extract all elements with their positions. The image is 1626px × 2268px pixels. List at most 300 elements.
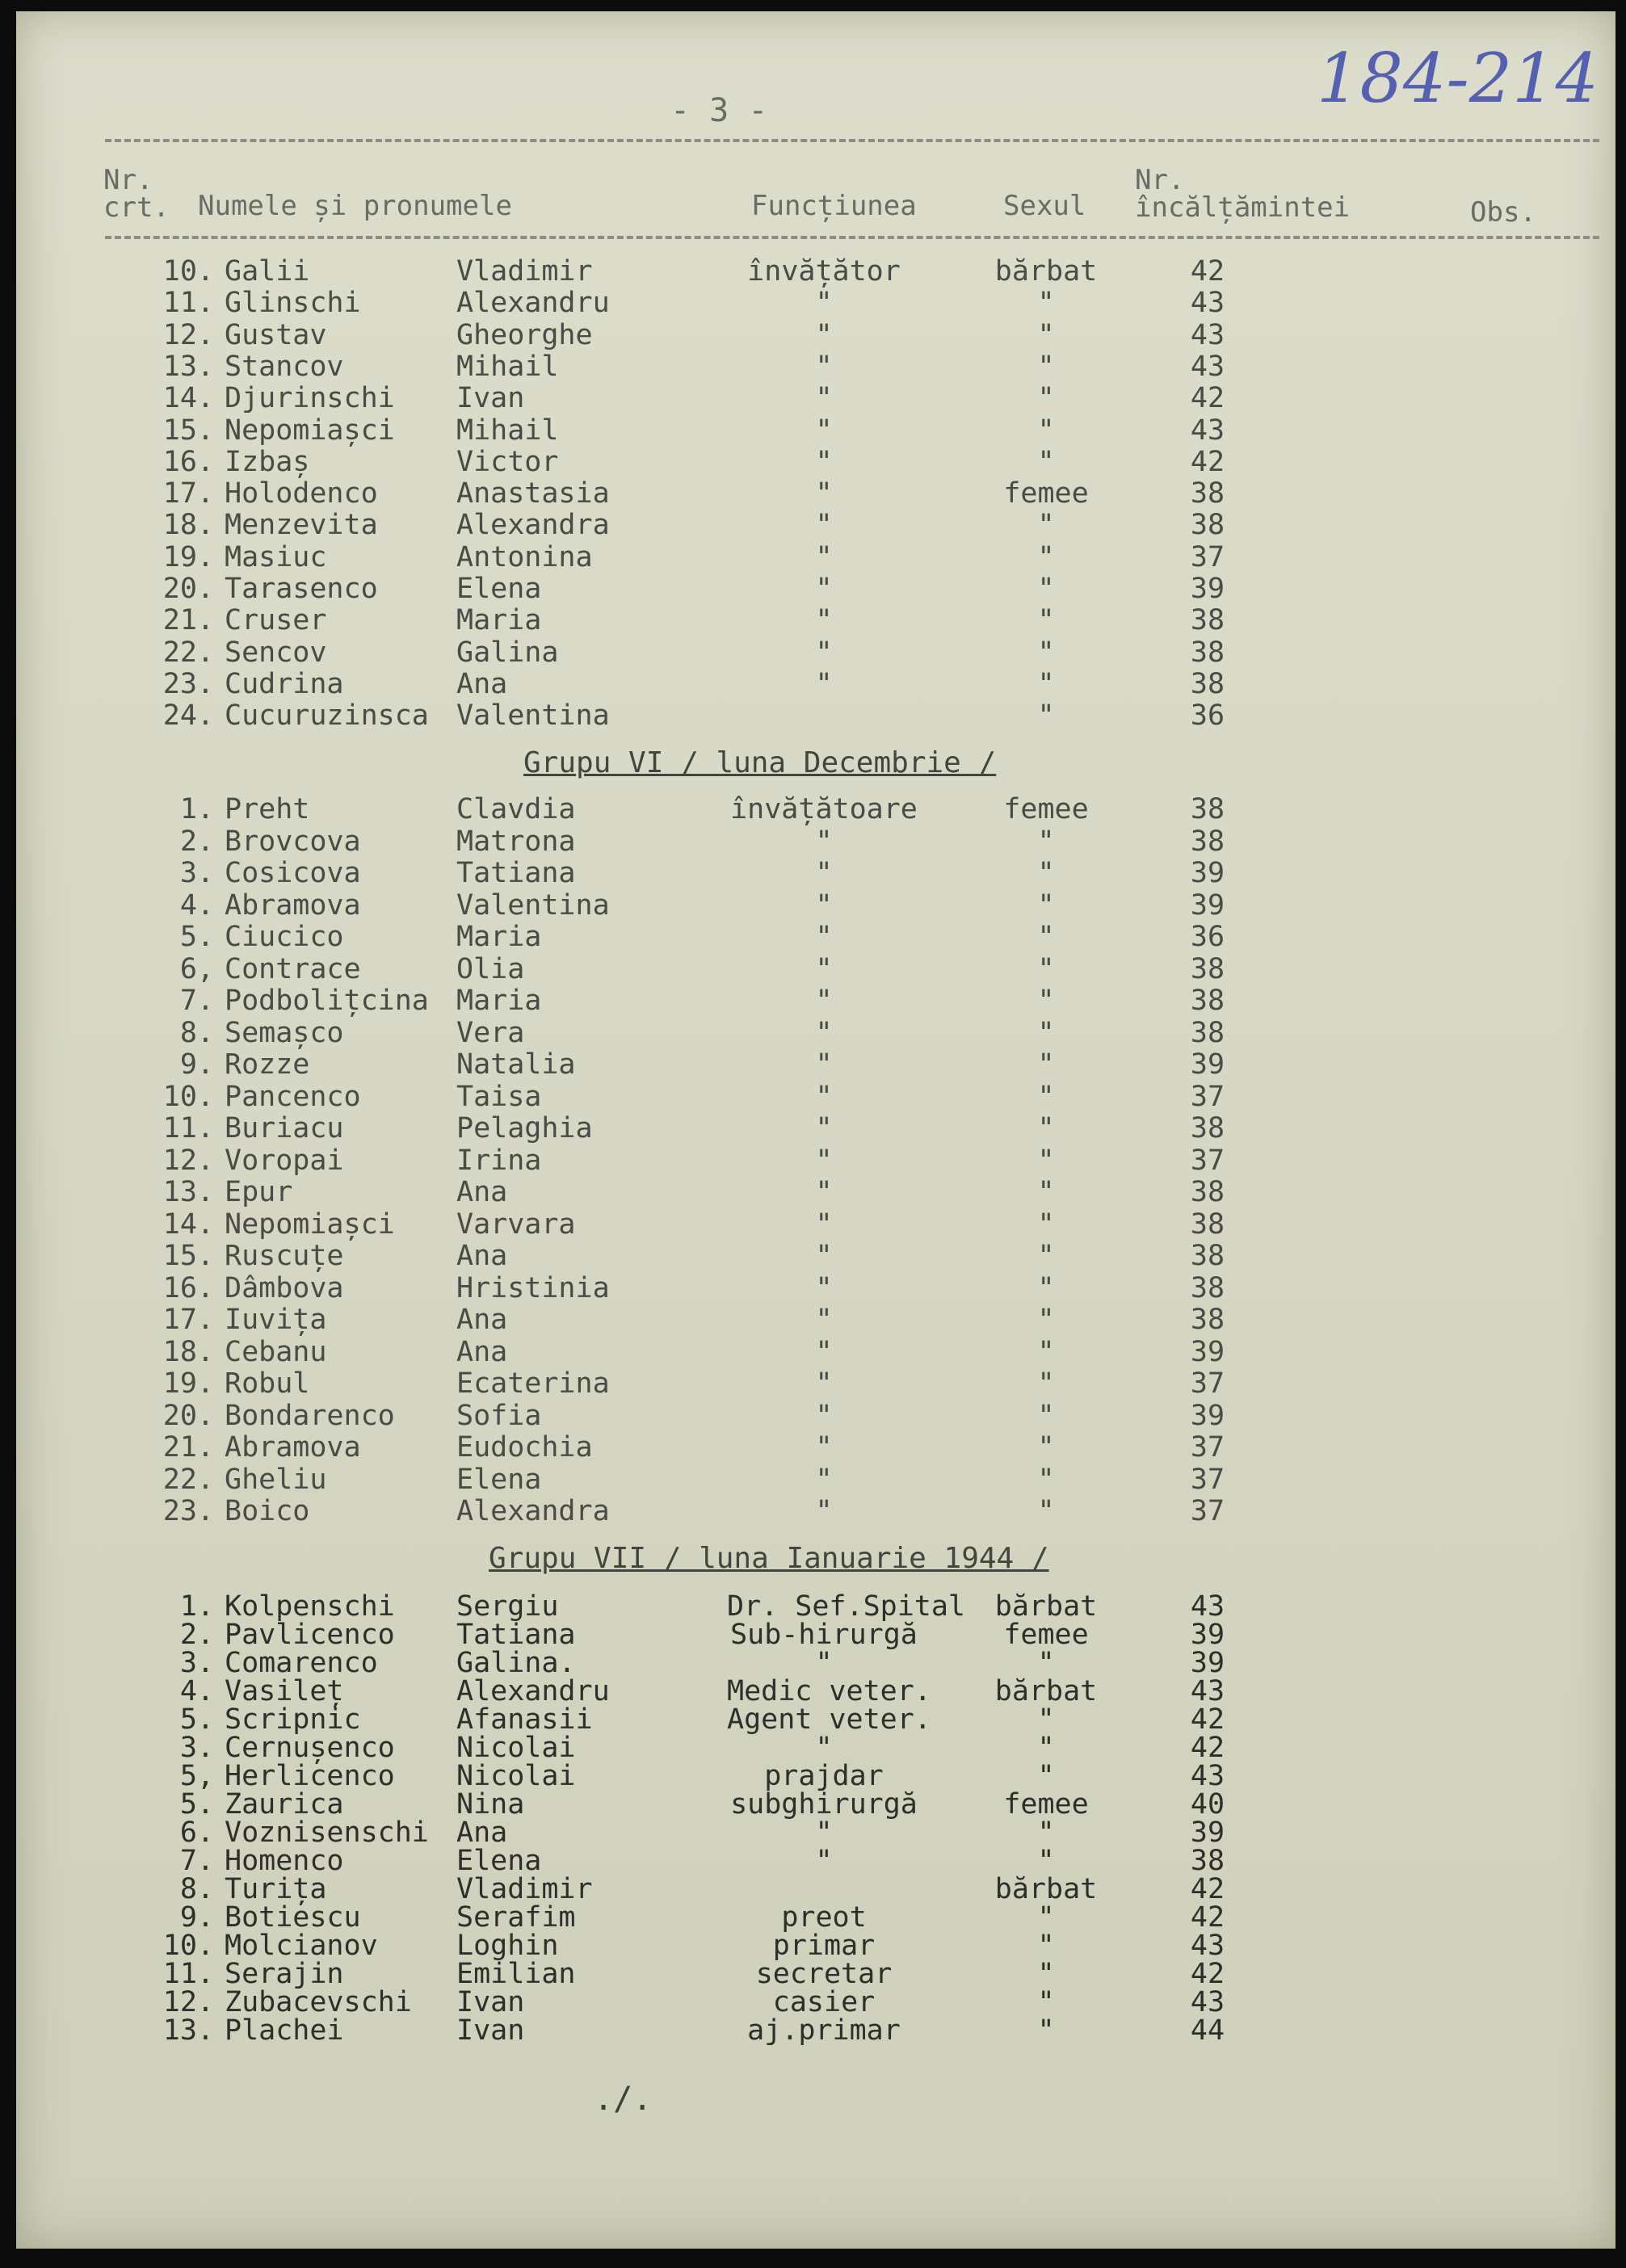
given-name: Ana: [456, 1304, 508, 1336]
given-name: Mihail: [456, 350, 559, 383]
row-number: 11.: [162, 1112, 214, 1144]
sex: ": [1037, 1463, 1055, 1496]
table-row: [16, 857, 1615, 889]
row-number: 12.: [162, 1144, 214, 1177]
given-name: Varvara: [456, 1208, 576, 1241]
surname: Cucuruzinsca: [225, 699, 429, 733]
shoe-size: 42: [1190, 1873, 1225, 1905]
function: ": [815, 921, 833, 953]
sex: ": [1037, 1399, 1055, 1432]
table-row: [16, 1590, 1615, 1623]
row-number: 16.: [162, 1271, 214, 1304]
given-name: Pelaghia: [456, 1112, 593, 1144]
function: casier: [772, 1986, 876, 2018]
shoe-size: 36: [1190, 699, 1225, 733]
sex: femee: [1003, 793, 1089, 825]
table-row: [16, 793, 1615, 825]
sex: ": [1037, 573, 1055, 605]
surname: Bondarenco: [225, 1399, 395, 1432]
surname: Cosicova: [225, 857, 361, 889]
given-name: Nicolai: [456, 1732, 576, 1764]
surname: Nepomiașci: [225, 1208, 395, 1241]
given-name: Ana: [456, 1240, 508, 1272]
given-name: Maria: [456, 985, 542, 1017]
shoe-size: 43: [1190, 287, 1225, 320]
surname: Gheliu: [225, 1463, 327, 1496]
given-name: Maria: [456, 604, 542, 637]
given-name: Matrona: [456, 825, 576, 858]
table-row: [16, 1986, 1615, 2018]
table-row: [16, 985, 1615, 1017]
shoe-size: 38: [1190, 1845, 1225, 1877]
shoe-size: 38: [1190, 509, 1225, 542]
table-row: [16, 1845, 1615, 1877]
given-name: Mihail: [456, 414, 559, 447]
shoe-size: 39: [1190, 1399, 1225, 1432]
given-name: Olia: [456, 952, 525, 985]
table-row: [16, 953, 1615, 985]
surname: Homenco: [225, 1845, 344, 1877]
header-rule-bottom: [105, 236, 1599, 239]
header-shoe-size: Nr. încălțămintei: [1135, 164, 1351, 224]
surname: Rozze: [225, 1048, 310, 1081]
sex: ": [1037, 985, 1055, 1017]
surname: Buriacu: [225, 1112, 344, 1144]
sex: ": [1037, 857, 1055, 889]
function: ": [815, 1495, 833, 1527]
row-number: 11.: [162, 287, 214, 320]
shoe-size: 42: [1190, 1732, 1225, 1764]
given-name: Taisa: [456, 1080, 542, 1113]
table-row: [16, 1176, 1615, 1208]
table-row: [16, 825, 1615, 858]
row-number: 17.: [162, 1304, 214, 1336]
given-name: Ecaterina: [456, 1367, 610, 1400]
given-name: Vladimir: [456, 1873, 593, 1905]
sex: ": [1037, 445, 1055, 478]
shoe-size: 43: [1190, 1760, 1225, 1792]
table-row: [16, 1081, 1615, 1113]
table-row: [16, 1464, 1615, 1496]
row-number: 16.: [162, 445, 214, 478]
function: ": [815, 1016, 833, 1049]
table-row: [16, 1336, 1615, 1368]
shoe-size: 38: [1190, 1112, 1225, 1144]
function: ": [815, 1144, 833, 1177]
surname: Glinschi: [225, 287, 361, 320]
table-row: [16, 2014, 1615, 2047]
given-name: Antonina: [456, 540, 593, 573]
function: ": [815, 477, 833, 510]
function: prajdar: [764, 1760, 884, 1792]
surname: Ruscuțe: [225, 1240, 344, 1272]
table-row: [16, 351, 1615, 383]
page-number: - 3 -: [670, 92, 768, 129]
shoe-size: 38: [1190, 1240, 1225, 1272]
given-name: Afanasii: [456, 1703, 593, 1736]
table-row: [16, 1495, 1615, 1527]
row-number: 21.: [162, 604, 214, 637]
function: ": [815, 1816, 833, 1849]
function: ": [815, 1208, 833, 1241]
table-row: [16, 1732, 1615, 1764]
given-name: Tatiana: [456, 1619, 576, 1651]
function: învățător: [747, 255, 901, 288]
shoe-size: 39: [1190, 573, 1225, 605]
row-number: 13.: [162, 2014, 214, 2047]
shoe-size: 39: [1190, 1619, 1225, 1651]
sex: ": [1037, 1816, 1055, 1849]
sex: ": [1037, 1271, 1055, 1304]
given-name: Maria: [456, 921, 542, 953]
given-name: Valentina: [456, 888, 610, 922]
shoe-size: 38: [1190, 1176, 1225, 1208]
table-row: [16, 1958, 1615, 1990]
table-row: [16, 1930, 1615, 1962]
function: ": [815, 1845, 833, 1877]
function: ": [815, 1240, 833, 1272]
given-name: Ivan: [456, 382, 525, 415]
sex: ": [1037, 382, 1055, 415]
row-number: 18.: [162, 509, 214, 542]
table-row: [16, 414, 1615, 447]
given-name: Clavdia: [456, 793, 576, 825]
function: ": [815, 1399, 833, 1432]
function: ": [815, 1080, 833, 1113]
shoe-size: 40: [1190, 1788, 1225, 1821]
header-sex: Sexul: [1003, 190, 1086, 222]
sex: ": [1037, 1703, 1055, 1736]
row-number: 3.: [179, 857, 214, 889]
table-row: [16, 1272, 1615, 1304]
row-number: 19.: [162, 540, 214, 573]
given-name: Ana: [456, 667, 508, 700]
given-name: Elena: [456, 1463, 542, 1496]
table-row: [16, 1647, 1615, 1679]
surname: Masiuc: [225, 540, 327, 573]
row-number: 23.: [162, 1495, 214, 1527]
table-row: [16, 1400, 1615, 1432]
row-number: 12.: [162, 318, 214, 351]
function: ": [815, 350, 833, 383]
given-name: Anastasia: [456, 477, 610, 510]
table-row: [16, 1675, 1615, 1707]
function: ": [815, 857, 833, 889]
given-name: Sergiu: [456, 1590, 559, 1623]
shoe-size: 37: [1190, 1367, 1225, 1400]
shoe-size: 43: [1190, 1930, 1225, 1962]
sex: ": [1037, 1112, 1055, 1144]
given-name: Loghin: [456, 1930, 559, 1962]
given-name: Elena: [456, 1845, 542, 1877]
row-number: 7.: [179, 1845, 214, 1877]
surname: Kolpenschi: [225, 1590, 395, 1623]
function: ": [815, 667, 833, 700]
given-name: Vladimir: [456, 255, 593, 288]
sex: femee: [1003, 1788, 1089, 1821]
sex: ": [1037, 1495, 1055, 1527]
row-number: 14.: [162, 1208, 214, 1241]
row-number: 7.: [179, 985, 214, 1017]
table-row: [16, 319, 1615, 351]
given-name: Sofia: [456, 1399, 542, 1432]
group-vii-heading: Grupu VII / luna Ianuarie 1944 /: [489, 1542, 1049, 1575]
table-row: [16, 509, 1615, 541]
function: ": [815, 1304, 833, 1336]
surname: Contrace: [225, 952, 361, 985]
surname: Voropai: [225, 1144, 344, 1177]
table-row: [16, 889, 1615, 922]
table-row: [16, 1873, 1615, 1905]
surname: Vasileț: [225, 1675, 344, 1707]
sex: ": [1037, 1304, 1055, 1336]
shoe-size: 38: [1190, 1208, 1225, 1241]
sex: ": [1037, 287, 1055, 320]
surname: Tarasenco: [225, 573, 378, 605]
surname: Galii: [225, 255, 310, 288]
given-name: Ana: [456, 1176, 508, 1208]
surname: Robul: [225, 1367, 310, 1400]
row-number: 11.: [162, 1958, 214, 1990]
sex: ": [1037, 921, 1055, 953]
shoe-size: 37: [1190, 1144, 1225, 1177]
sex: ": [1037, 1016, 1055, 1049]
given-name: Ivan: [456, 2014, 525, 2047]
row-number: 15.: [162, 414, 214, 447]
surname: Serajin: [225, 1958, 344, 1990]
shoe-size: 37: [1190, 1495, 1225, 1527]
sex: ": [1037, 636, 1055, 669]
sex: ": [1037, 1048, 1055, 1081]
surname: Nepomiașci: [225, 414, 395, 447]
shoe-size: 43: [1190, 1986, 1225, 2018]
shoe-size: 38: [1190, 1271, 1225, 1304]
given-name: Victor: [456, 445, 559, 478]
sex: ": [1037, 1986, 1055, 2018]
row-number: 9.: [179, 1901, 214, 1934]
sex: femee: [1003, 477, 1089, 510]
function: ": [815, 318, 833, 351]
function: ": [815, 573, 833, 605]
row-number: 22.: [162, 636, 214, 669]
table-row: [16, 1304, 1615, 1336]
row-number: 3.: [179, 1647, 214, 1679]
header-nr-crt: Nr. crt.: [103, 164, 170, 224]
surname: Iuvița: [225, 1304, 327, 1336]
surname: Voznisenschi: [225, 1816, 429, 1849]
row-number: 24.: [162, 699, 214, 733]
row-number: 10.: [162, 1930, 214, 1962]
table-row: [16, 1367, 1615, 1400]
header-function: Funcțiunea: [751, 190, 917, 222]
surname: Molcianov: [225, 1930, 378, 1962]
table-row: [16, 636, 1615, 669]
sex: ": [1037, 414, 1055, 447]
shoe-size: 42: [1190, 445, 1225, 478]
sex: ": [1037, 509, 1055, 542]
row-number: 1.: [179, 793, 214, 825]
given-name: Gheorghe: [456, 318, 593, 351]
table-row: [16, 1788, 1615, 1821]
function: ": [815, 1431, 833, 1464]
continuation-mark: ./.: [594, 2081, 653, 2118]
table-row: [16, 477, 1615, 510]
function: Medic veter.: [727, 1675, 931, 1707]
table-row: [16, 1901, 1615, 1934]
function: ": [815, 888, 833, 922]
row-number: 5.: [179, 1788, 214, 1821]
surname: Dâmbova: [225, 1271, 344, 1304]
given-name: Alexandra: [456, 509, 610, 542]
table-row: [16, 446, 1615, 478]
row-number: 20.: [162, 573, 214, 605]
surname: Semașco: [225, 1016, 344, 1049]
table-row: [16, 1208, 1615, 1241]
given-name: Irina: [456, 1144, 542, 1177]
sex: ": [1037, 1176, 1055, 1208]
row-number: 4.: [179, 1675, 214, 1707]
function: ": [815, 636, 833, 669]
sex: bărbat: [994, 1675, 1098, 1707]
surname: Botiescu: [225, 1901, 361, 1934]
sex: ": [1037, 1901, 1055, 1934]
row-number: 18.: [162, 1335, 214, 1368]
shoe-size: 39: [1190, 1816, 1225, 1849]
table-row: [16, 255, 1615, 288]
shoe-size: 38: [1190, 477, 1225, 510]
row-number: 15.: [162, 1240, 214, 1272]
shoe-size: 38: [1190, 825, 1225, 858]
table-row: [16, 1619, 1615, 1651]
table-row: [16, 1112, 1615, 1144]
shoe-size: 38: [1190, 1016, 1225, 1049]
row-number: 3.: [179, 1732, 214, 1764]
row-number: 12.: [162, 1986, 214, 2018]
shoe-size: 36: [1190, 921, 1225, 953]
function: Sub-hirurgă: [730, 1619, 918, 1651]
sex: bărbat: [994, 1590, 1098, 1623]
sex: ": [1037, 952, 1055, 985]
table-row: [16, 1816, 1615, 1849]
sex: ": [1037, 1845, 1055, 1877]
shoe-size: 38: [1190, 604, 1225, 637]
function: aj.primar: [747, 2014, 901, 2047]
surname: Djurinschi: [225, 382, 395, 415]
table-row: [16, 1144, 1615, 1177]
function: Agent veter.: [727, 1703, 931, 1736]
shoe-size: 38: [1190, 985, 1225, 1017]
sex: ": [1037, 540, 1055, 573]
row-number: 1.: [179, 1590, 214, 1623]
surname: Scripnic: [225, 1703, 361, 1736]
sex: ": [1037, 1144, 1055, 1177]
shoe-size: 43: [1190, 1590, 1225, 1623]
shoe-size: 42: [1190, 1958, 1225, 1990]
row-number: 2.: [179, 825, 214, 858]
function: Dr. Sef.Spital: [727, 1590, 966, 1623]
surname: Comarenco: [225, 1647, 378, 1679]
sex: ": [1037, 604, 1055, 637]
function: învățătoare: [730, 793, 918, 825]
surname: Pancenco: [225, 1080, 361, 1113]
sex: ": [1037, 667, 1055, 700]
table-row: [16, 382, 1615, 414]
surname: Stancov: [225, 350, 344, 383]
row-number: 21.: [162, 1431, 214, 1464]
given-name: Vera: [456, 1016, 525, 1049]
given-name: Nicolai: [456, 1760, 576, 1792]
row-number: 6,: [179, 952, 214, 985]
function: secretar: [755, 1958, 893, 1990]
table-row: [16, 541, 1615, 573]
sex: ": [1037, 1930, 1055, 1962]
function: ": [815, 952, 833, 985]
surname: Abramova: [225, 888, 361, 922]
given-name: Hristinia: [456, 1271, 610, 1304]
given-name: Natalia: [456, 1048, 576, 1081]
surname: Boico: [225, 1495, 310, 1527]
table-row: [16, 604, 1615, 636]
surname: Plachei: [225, 2014, 344, 2047]
surname: Podbolițcina: [225, 985, 429, 1017]
shoe-size: 43: [1190, 1675, 1225, 1707]
sex: ": [1037, 1208, 1055, 1241]
shoe-size: 42: [1190, 1901, 1225, 1934]
function: ": [815, 825, 833, 858]
row-number: 5.: [179, 921, 214, 953]
shoe-size: 39: [1190, 1647, 1225, 1679]
sex: femee: [1003, 1619, 1089, 1651]
table-row: [16, 573, 1615, 605]
surname: Epur: [225, 1176, 293, 1208]
surname: Brovcova: [225, 825, 361, 858]
document-page: [16, 11, 1615, 2249]
table-row: [16, 699, 1615, 732]
given-name: Emilian: [456, 1958, 576, 1990]
shoe-size: 37: [1190, 1463, 1225, 1496]
row-number: 13.: [162, 1176, 214, 1208]
table-row: [16, 1240, 1615, 1272]
surname: Pavlicenco: [225, 1619, 395, 1651]
sex: ": [1037, 2014, 1055, 2047]
sex: ": [1037, 1080, 1055, 1113]
given-name: Tatiana: [456, 857, 576, 889]
shoe-size: 42: [1190, 255, 1225, 288]
function: ": [815, 445, 833, 478]
row-number: 14.: [162, 382, 214, 415]
given-name: Eudochia: [456, 1431, 593, 1464]
table-row: [16, 1017, 1615, 1049]
shoe-size: 42: [1190, 1703, 1225, 1736]
given-name: Ana: [456, 1816, 508, 1849]
surname: Zubacevschi: [225, 1986, 412, 2018]
surname: Menzevita: [225, 509, 378, 542]
given-name: Alexandra: [456, 1495, 610, 1527]
given-name: Elena: [456, 573, 542, 605]
table-row: [16, 287, 1615, 319]
function: ": [815, 1176, 833, 1208]
table-row: [16, 1703, 1615, 1736]
header-obs: Obs.: [1470, 196, 1536, 229]
header-rule-top: [105, 139, 1599, 142]
function: subghirurgă: [730, 1788, 918, 1821]
function: ": [815, 287, 833, 320]
sex: ": [1037, 1367, 1055, 1400]
shoe-size: 37: [1190, 1080, 1225, 1113]
surname: Turița: [225, 1873, 327, 1905]
given-name: Alexandru: [456, 287, 610, 320]
surname: Sencov: [225, 636, 327, 669]
